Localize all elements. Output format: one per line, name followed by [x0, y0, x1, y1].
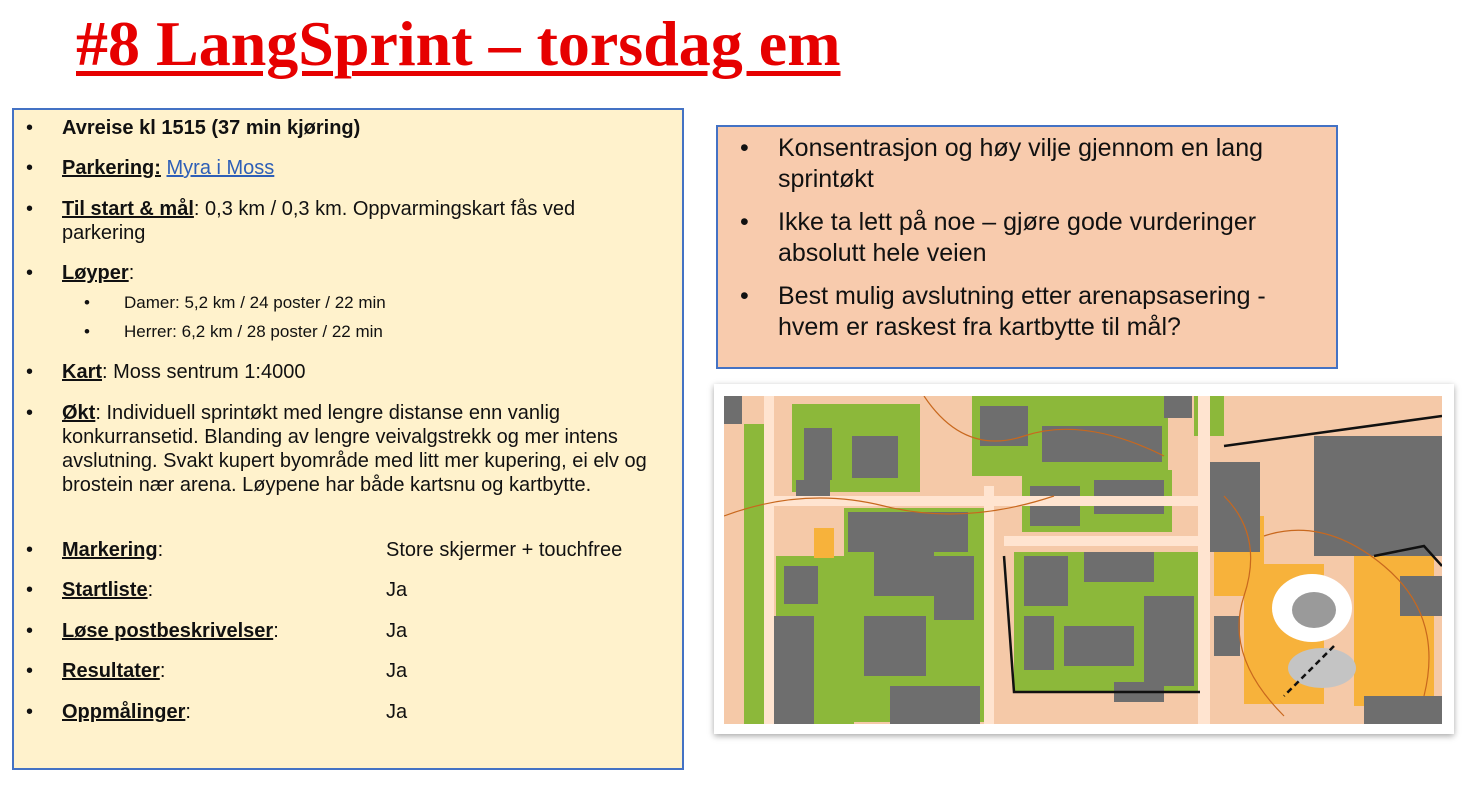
building	[864, 616, 926, 676]
fact-colon: :	[147, 579, 154, 601]
road	[1004, 536, 1204, 546]
road	[984, 486, 994, 724]
fact-value: Ja	[386, 620, 408, 642]
fact-value: Ja	[386, 579, 408, 601]
fact-label: Startliste	[62, 579, 148, 601]
goals-panel	[716, 125, 1338, 369]
bullet-icon: •	[26, 117, 34, 139]
rock-area	[1292, 592, 1336, 628]
bullet-icon: •	[84, 293, 90, 312]
building	[852, 436, 898, 478]
building	[1024, 616, 1054, 670]
building	[1364, 696, 1442, 724]
slide-title: #8 LangSprint – torsdag em	[76, 8, 841, 79]
bullet-icon: •	[26, 579, 34, 601]
building	[1210, 462, 1260, 552]
building	[784, 566, 818, 604]
fact-label: Markering	[62, 539, 158, 561]
building	[804, 428, 832, 480]
building	[724, 396, 742, 424]
building	[1400, 576, 1442, 616]
session-text: : Individuell sprintøkt med lengre distanse enn vanlig konkurransetid. Blanding av lengre veivalgstrekk og mer intens avslutning. Svakt kupert byområde med litt mer kupering, ei elv og brostein nær arena. Løypene har både kartsnu og kartbytte.	[62, 402, 647, 496]
building	[774, 616, 814, 724]
fact-colon: :	[159, 660, 166, 682]
fact-value: Ja	[386, 660, 408, 682]
bullet-icon: •	[740, 282, 749, 310]
building	[934, 556, 974, 620]
bullet-icon: •	[26, 198, 34, 220]
bullet-icon: •	[26, 157, 34, 179]
building	[890, 686, 980, 724]
bullet-icon: •	[26, 660, 34, 682]
building	[1042, 426, 1162, 462]
fact-colon: :	[157, 539, 164, 561]
building	[1164, 396, 1192, 418]
green-area	[744, 424, 764, 724]
building	[874, 546, 934, 596]
bullet-icon: •	[84, 322, 90, 341]
building	[1144, 596, 1194, 686]
bullet-icon: •	[26, 539, 34, 561]
start-finish-label: Til start & mål	[62, 198, 194, 220]
courses-label: Løyper	[62, 262, 129, 284]
fact-colon: :	[185, 701, 191, 723]
bullet-icon: •	[26, 701, 34, 723]
fact-label: Oppmålinger	[62, 701, 186, 723]
start-finish-text: : 0,3 km / 0,3 km. Oppvarmingskart fås ved parkering	[62, 198, 576, 244]
bullet-icon: •	[740, 208, 749, 236]
departure-text: Avreise kl 1515 (37 min kjøring)	[62, 117, 361, 139]
bullet-icon: •	[26, 361, 34, 383]
course-men-text: Herrer: 6,2 km / 28 poster / 22 min	[124, 322, 383, 341]
goal-text: Best mulig avslutning etter arenapsasering - hvem er raskest fra kartbytte til mål?	[778, 282, 1266, 341]
fact-value: Ja	[386, 701, 408, 723]
bullet-icon: •	[26, 262, 34, 284]
bullet-icon: •	[26, 402, 34, 424]
open-area	[1354, 546, 1434, 706]
session-label: Økt	[62, 402, 96, 424]
road	[1198, 396, 1210, 724]
goal-text: Ikke ta lett på noe – gjøre gode vurderinger absolutt hele veien	[778, 208, 1257, 267]
map-text: : Moss sentrum 1:4000	[102, 361, 306, 383]
goal-text: Konsentrasjon og høy vilje gjennom en lang sprintøkt	[778, 134, 1264, 193]
fact-label: Løse postbeskrivelser	[62, 620, 274, 642]
parking-label: Parkering:	[62, 157, 161, 179]
parking-link[interactable]: Myra i Moss	[166, 157, 275, 179]
bullet-icon: •	[26, 620, 34, 642]
map-illustration	[724, 396, 1442, 724]
building	[1024, 556, 1068, 606]
fact-value: Store skjermer + touchfree	[386, 539, 623, 561]
event-info-panel	[12, 108, 684, 770]
courses-colon: :	[128, 262, 135, 284]
course-women-text: Damer: 5,2 km / 24 poster / 22 min	[124, 293, 386, 312]
building	[1064, 626, 1134, 666]
building	[1084, 552, 1154, 582]
road	[764, 496, 1204, 506]
road	[764, 396, 774, 724]
building	[1214, 616, 1240, 656]
bullet-icon: •	[740, 134, 749, 162]
fact-label: Resultater	[62, 660, 160, 682]
map-label: Kart	[62, 361, 103, 383]
open-area	[814, 528, 834, 558]
orienteering-map-image	[714, 384, 1454, 734]
building	[1314, 436, 1442, 556]
fact-colon: :	[273, 620, 279, 642]
